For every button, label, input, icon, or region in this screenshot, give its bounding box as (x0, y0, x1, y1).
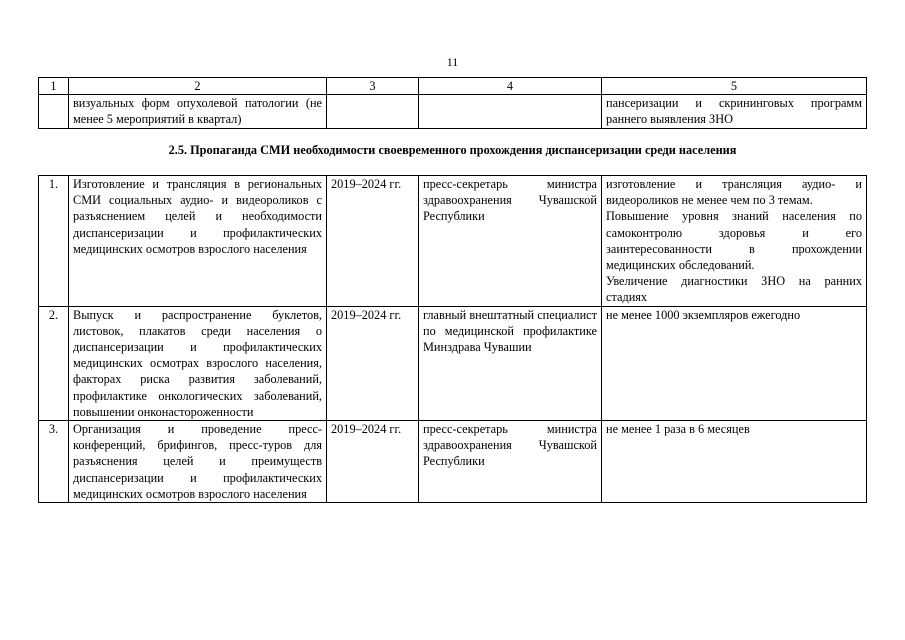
cell-responsible: главный внештатный специалист по медицинской профилактике Минздрава Чувашии (419, 306, 602, 420)
result-line: Увеличение диагностики ЗНО на ранних стадиях (606, 274, 862, 305)
cell-num (39, 95, 69, 128)
header-col-2: 2 (69, 78, 327, 95)
header-col-3: 3 (327, 78, 419, 95)
cell-result (602, 421, 867, 503)
cell-result (602, 176, 867, 307)
cell-num: 1. (39, 176, 69, 307)
table-row (39, 176, 867, 307)
table-row (39, 306, 867, 420)
cell-result: пансеризации и скрининговых программ раннего выявления ЗНО (602, 95, 867, 128)
header-col-1: 1 (39, 78, 69, 95)
result-line: Повышение уровня знаний населения по самоконтролю здоровья и его заинтересованности в прохождении медицинских обследований. (606, 209, 862, 273)
cell-num: 3. (39, 421, 69, 503)
result-line: не менее 1 раза в 6 месяцев (606, 422, 750, 437)
result-line: не менее 1000 экземпляров ежегодно (606, 307, 801, 322)
table-main (38, 175, 867, 503)
cell-responsible: пресс-секретарь министра здравоохранения Чувашской Республики (419, 176, 602, 307)
table-continuation (38, 77, 867, 129)
table-row (39, 421, 867, 503)
cell-activity: Изготовление и трансляция в региональных СМИ социальных аудио- и видеороликов с разъяснением целей и необходимости диспансеризации и профилактических медицинских осмотров взрослого населения (69, 176, 327, 307)
header-col-4: 4 (419, 78, 602, 95)
table-header-row (39, 78, 867, 95)
table-row (39, 95, 867, 128)
result-line: изготовление и трансляция аудио- и видеороликов не менее чем по 3 темам. (606, 177, 862, 208)
section-title: 2.5. Пропаганда СМИ необходимости своевременного прохождения диспансеризации среди населения (168, 143, 737, 157)
header-col-5: 5 (602, 78, 867, 95)
cell-activity: Организация и проведение пресс-конференций, брифингов, пресс-туров для разъяснения целей и преимуществ диспансеризации и профилактических медицинских осмотров взрослого населения (69, 421, 327, 503)
cell-period: 2019–2024 гг. (327, 421, 419, 503)
cell-period (327, 95, 419, 128)
cell-num: 2. (39, 306, 69, 420)
cell-responsible (419, 95, 602, 128)
cell-activity: Выпуск и распространение буклетов, листовок, плакатов среди населения о диспансеризации и профилактических медицинских осмотрах взрослого населения, факторах риска развития заболеваний, профилактике онкологических заболеваний, повышении онконастороженности (69, 306, 327, 420)
cell-result (602, 306, 867, 420)
cell-period: 2019–2024 гг. (327, 306, 419, 420)
cell-responsible: пресс-секретарь министра здравоохранения Чувашской Республики (419, 421, 602, 503)
cell-activity: визуальных форм опухолевой патологии (не менее 5 мероприятий в квартал) (69, 95, 327, 128)
cell-period: 2019–2024 гг. (327, 176, 419, 307)
page-number: 11 (446, 55, 459, 69)
